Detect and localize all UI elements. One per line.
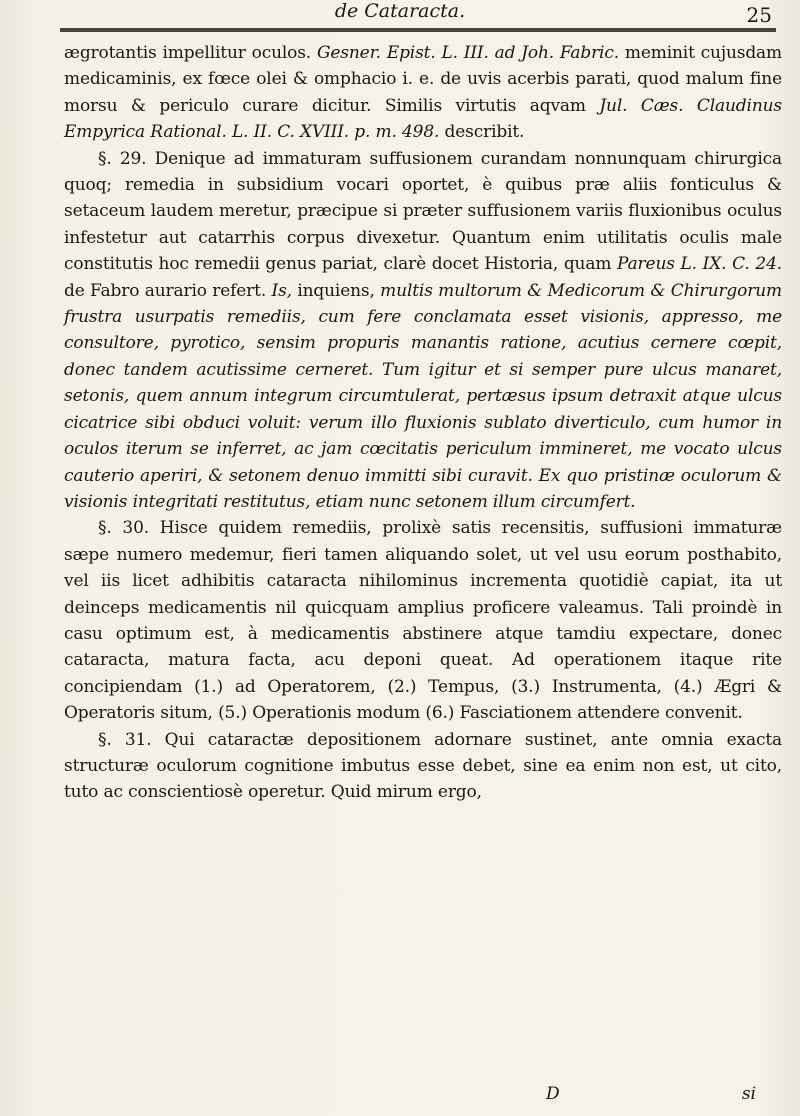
page-number: 25 (746, 3, 772, 27)
running-head: de Cataracta. (334, 0, 466, 22)
italic-run: Is, (271, 280, 292, 301)
italic-run: Gesner. Epist. L. III. ad Joh. Fabric. (316, 43, 619, 63)
text-run: describit. (439, 122, 525, 143)
italic-run: multis multorum & Medicorum & Chirurgorum frustra usurpatis remediis, cum fere conclamata esset visionis, appresso, me consultore, pyrotico, sensim propuris manantis ratione, acutius cernere cœpit, donec tandem acutissime cerneret. Tum igitur et si semper pure ulcus manaret, setonis, quem annum integrum circumtulerat, pertæsus ipsum detraxit atque ulcus cicatrice sibi obduci voluit: verum illo fluxionis sublato diverticulo, cum humor in oculos iterum se inferret, ac jam cœcitatis periculum immineret, me vocato ulcus cauterio aperiri, & setonem denuo immitti sibi curavit. Ex quo pristinæ oculorum & visionis integritati restitutus, etiam nunc setonem illum circumfert. (64, 280, 782, 512)
paragraph-section-31 (64, 727, 782, 806)
text-run: ægrotantis impellitur oculos. (64, 43, 317, 63)
header-rule (60, 28, 776, 32)
text-run: meminit cujusdam medicaminis, ex fœce olei & omphacio i. e. de uvis acerbis parati, quod malum fine morsu & periculo curare dicitur. Similis virtutis aqvam (64, 43, 783, 116)
text-run: inquiens, (291, 280, 381, 301)
italic-run: Pareus L. IX. C. 24. (617, 254, 782, 275)
paragraph (64, 40, 782, 146)
text-run: §. 29. Denique ad immaturam suffusionem curandam nonnunquam chirurgica quoq; remedia in subsidium vocari oportet, è quibus præ aliis fonticulus & setaceum laudem meretur, præcipue si præter suffusionem variis fluxionibus oculus infestetur aut catarrhis corpus divexetur. Quantum enim utilitatis oculis male constitutis hoc remedii genus pariat, clarè docet Historia, quam (64, 148, 782, 275)
body-text (64, 40, 782, 806)
italic-run: Jul. Cæs. Claudinus Empyrica Rational. L. II. C. XVIII. p. m. 498. (64, 95, 782, 143)
text-run: §. 31. Qui cataractæ depositionem adornare sustinet, ante omnia exacta structuræ oculorum cognitione imbutus esse debet, sine ea enim non est, ut cito, tuto ac conscientiosè operetur. Quid mirum ergo, (64, 729, 782, 803)
catchword: si (741, 1084, 756, 1104)
text-run: de Fabro aurario refert. (64, 280, 272, 301)
paragraph-section-29 (64, 146, 782, 516)
text-run: §. 30. Hisce quidem remediis, prolixè satis recensitis, suffusioni immaturæ sæpe numero medemur, fieri tamen aliquando solet, ut vel usu eorum posthabito, vel iis licet adhibitis cataracta nihilominus incrementa quotidiè capiat, ita ut deinceps medicamentis nil quicquam amplius proficere valeamus. Tali proindè in casu optimum est, à medicamentis abstinere atque tamdiu expectare, donec cataracta, matura facta, acu deponi queat. Ad operationem itaque rite concipiendam (1.) ad Operatorem, (2.) Tempus, (3.) Instrumenta, (4.) Ægri & Operatoris situm, (5.) Operationis modum (6.) Fasciationem attendere convenit. (64, 518, 782, 724)
page-header (0, 0, 800, 28)
paragraph-section-30 (64, 515, 782, 726)
signature-mark: D (546, 1084, 560, 1104)
